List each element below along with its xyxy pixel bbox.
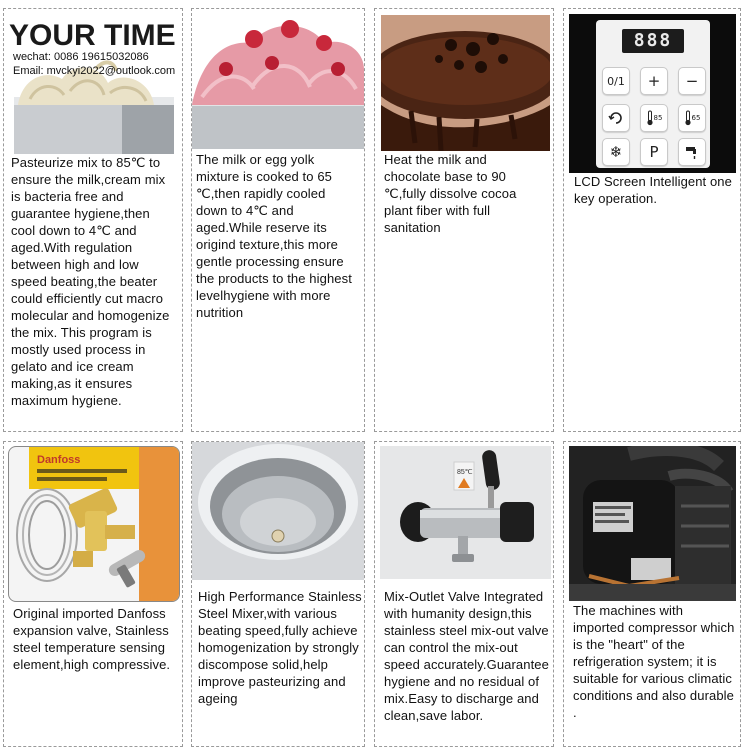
minus-button[interactable]: −: [678, 67, 706, 95]
cycle-icon: [608, 110, 624, 126]
thermometer-icon: [684, 110, 692, 126]
strawberry-gelato-illustration: [192, 9, 364, 149]
feature-card-lcd: [563, 8, 741, 432]
feature-description: Original imported Danfoss expansion valve, Stainless steel temperature sensing element,high compressive.: [13, 606, 171, 672]
temp-65-button[interactable]: 65: [678, 104, 706, 132]
feature-description: Pasteurize mix to 85℃ to ensure the milk,cream mix is bacteria free and guarantee hygiene,then cool down to 4℃ and aged.With regulation between high and low speed beating,the beater could efficiently cut macro molecular and homogenize the mix. This program is mostly used process in gelato and ice cream making,as it ensures maximum hygiene.: [11, 155, 170, 408]
brand-logo: [9, 21, 176, 51]
feature-description: The milk or egg yolk mixture is cooked to 65 ℃,then rapidly cooled down to 4℃ and aged.While reserve its origind texture,this more gentle processing ensure the products to the highest levelhygiene with more nutrition: [196, 152, 352, 320]
outlet-valve-photo: [380, 446, 551, 579]
plus-button[interactable]: +: [640, 67, 668, 95]
brand-wechat: wechat: 0086 19615032086: [13, 51, 149, 63]
feature-card-egg-yolk: [191, 8, 365, 432]
control-panel-face: [596, 20, 710, 168]
feature-description: LCD Screen Intelligent one key operation.: [574, 174, 732, 206]
feature-card-pasteurize: [3, 8, 183, 432]
dispense-button[interactable]: [678, 138, 706, 166]
cycle-button[interactable]: [602, 104, 630, 132]
expansion-valve-illustration: [9, 447, 179, 601]
chocolate-cake-illustration: [381, 15, 550, 151]
freeze-button[interactable]: [602, 138, 630, 166]
thermometer-icon: [646, 110, 654, 126]
lcd-display: [622, 29, 684, 53]
compressor-illustration: [569, 446, 736, 601]
mixer-bowl-illustration: [192, 442, 364, 580]
expansion-valve-photo: [8, 446, 180, 602]
control-panel-photo: [569, 14, 736, 173]
feature-card-mixer: [191, 441, 365, 747]
brand-email: Email: mvckyi2022@outlook.com: [13, 65, 176, 77]
compressor-photo: [569, 446, 736, 601]
feature-description: High Performance Stainless Steel Mixer,with various beating speed,fully achieve homogenization by strongly discompose solid,help improve pasteurizing and ageing: [198, 589, 362, 706]
danfoss-label: Danfoss: [37, 454, 81, 466]
tap-icon: [684, 144, 700, 160]
mixer-bowl-photo: [192, 442, 364, 580]
feature-card-expansion-valve: [3, 441, 183, 747]
feature-card-chocolate: [374, 8, 554, 432]
snowflake-icon: ❄: [609, 143, 623, 161]
feature-description: Mix-Outlet Valve Integrated with humanity design,this stainless steel mix-out valve can control the mix-out speed accurately.Guarantee hygiene and no residual of mix.Easy to discharge and clean,save labor.: [384, 589, 549, 723]
temp-sticker: 85℃: [457, 469, 473, 476]
feature-description: Heat the milk and chocolate base to 90 ℃,fully dissolve cocoa plant fiber with full sanitation: [384, 152, 517, 235]
temp-85-button[interactable]: 85: [640, 104, 668, 132]
brand-logo-text: YOUR TIME: [9, 19, 176, 52]
feature-description: The machines with imported compressor which is the "heart" of the refrigeration system; it is suitable for various climatic conditions and also durable .: [573, 603, 735, 720]
power-button[interactable]: 0/1: [602, 67, 630, 95]
outlet-valve-illustration: [380, 446, 551, 579]
program-button[interactable]: P: [640, 138, 668, 166]
feature-card-compressor: [563, 441, 741, 747]
lcd-readout: 888: [633, 30, 673, 51]
feature-card-outlet-valve: [374, 441, 554, 747]
strawberry-gelato-photo: [192, 9, 364, 149]
chocolate-cake-photo: [381, 15, 550, 151]
